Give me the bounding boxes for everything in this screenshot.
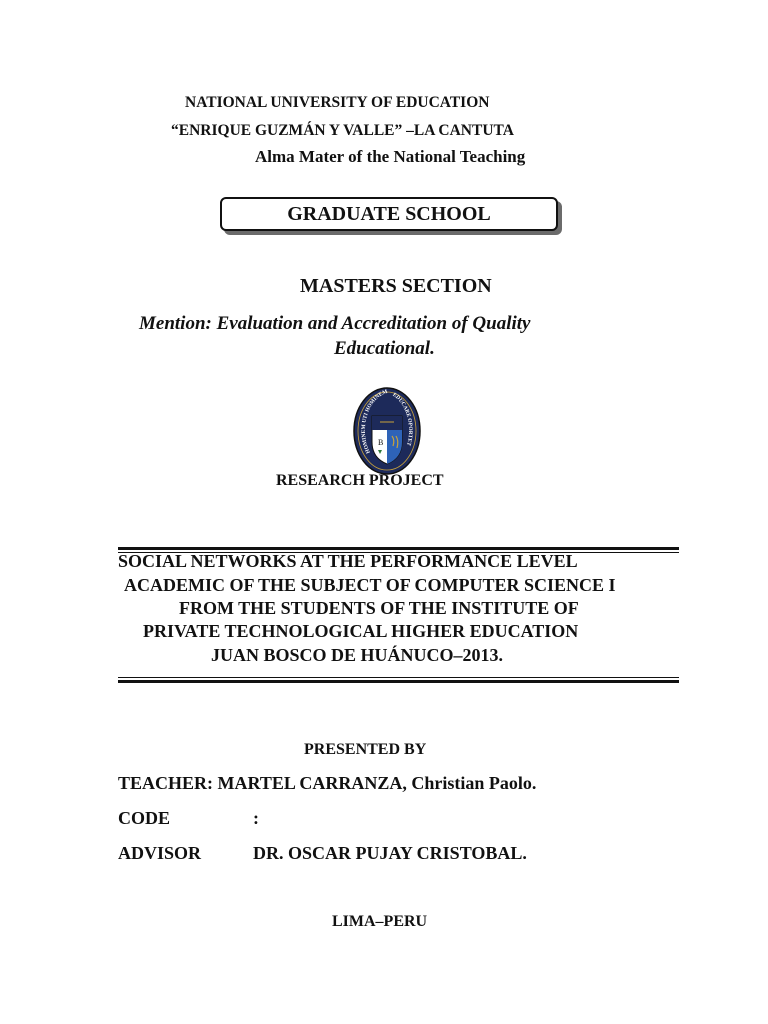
document-type: RESEARCH PROJECT <box>276 472 444 489</box>
project-title-line-4: PRIVATE TECHNOLOGICAL HIGHER EDUCATION <box>143 621 579 641</box>
university-seal-icon <box>352 386 422 476</box>
place-footer: LIMA–PERU <box>332 913 428 930</box>
title-rule-bottom-thick <box>118 680 679 683</box>
university-name: NATIONAL UNIVERSITY OF EDUCATION <box>185 94 490 111</box>
graduate-school-box <box>220 197 558 231</box>
mention-line-2: Educational. <box>334 338 435 359</box>
project-title-line-5: JUAN BOSCO DE HUÁNUCO–2013. <box>211 645 504 665</box>
svg-text:EDUCARE OPORTET: EDUCARE OPORTET <box>391 391 414 447</box>
university-subtitle: “ENRIQUE GUZMÁN Y VALLE” –LA CANTUTA <box>171 122 514 139</box>
title-rule-top-thick <box>118 547 679 550</box>
advisor-label: ADVISOR <box>118 843 202 863</box>
title-rule-bottom-thin <box>118 677 679 678</box>
project-title-line-3: FROM THE STUDENTS OF THE INSTITUTE OF <box>179 598 579 618</box>
teacher-line: TEACHER: MARTEL CARRANZA, Christian Paolo. <box>118 773 537 793</box>
university-motto: Alma Mater of the National Teaching <box>255 147 526 166</box>
seal-letter: B <box>378 438 384 447</box>
code-colon: : <box>253 808 259 828</box>
graduate-school-label: GRADUATE SCHOOL <box>287 202 491 225</box>
project-title-line-2: ACADEMIC OF THE SUBJECT OF COMPUTER SCIENCE I <box>124 575 616 595</box>
advisor-name: DR. OSCAR PUJAY CRISTOBAL. <box>253 843 527 863</box>
presented-by-heading: PRESENTED BY <box>304 741 427 758</box>
section-title: MASTERS SECTION <box>300 275 492 297</box>
svg-text:HOMINEM UTI HOMINEM: HOMINEM UTI HOMINEM <box>360 388 389 455</box>
mention-line-1: Mention: Evaluation and Accreditation of Quality <box>139 313 531 334</box>
code-label: CODE <box>118 808 171 828</box>
project-title-line-1: SOCIAL NETWORKS AT THE PERFORMANCE LEVEL <box>118 551 578 571</box>
